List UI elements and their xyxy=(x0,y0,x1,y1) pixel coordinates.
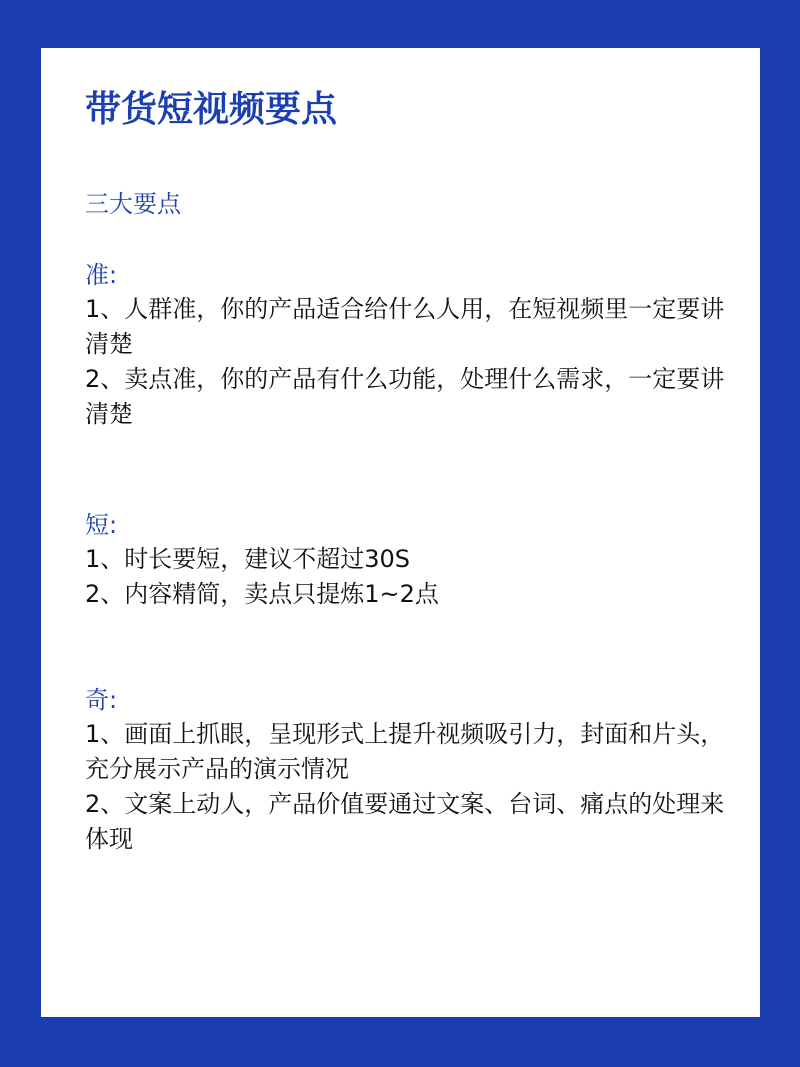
section-heading: 短: xyxy=(85,511,118,539)
section-item: 1、人群准，你的产品适合给什么人用，在短视频里一定要讲清楚 xyxy=(85,295,725,358)
section-qi xyxy=(85,683,725,857)
section-item: 1、画面上抓眼，呈现形式上提升视频吸引力，封面和片头，充分展示产品的演示情况 xyxy=(85,720,725,783)
content-card xyxy=(41,48,760,1017)
section-item: 2、内容精简，卖点只提炼1~2点 xyxy=(85,580,439,608)
section-duan xyxy=(85,508,725,612)
section-subtitle: 三大要点 xyxy=(85,190,181,218)
section-item: 2、卖点准，你的产品有什么功能，处理什么需求，一定要讲清楚 xyxy=(85,365,725,428)
section-zhun xyxy=(85,258,725,432)
section-heading: 准: xyxy=(85,261,118,289)
section-item: 1、时长要短，建议不超过30S xyxy=(85,545,411,573)
page-title: 带货短视频要点 xyxy=(85,89,338,130)
section-heading: 奇: xyxy=(85,686,118,714)
section-item: 2、文案上动人，产品价值要通过文案、台词、痛点的处理来体现 xyxy=(85,790,725,853)
